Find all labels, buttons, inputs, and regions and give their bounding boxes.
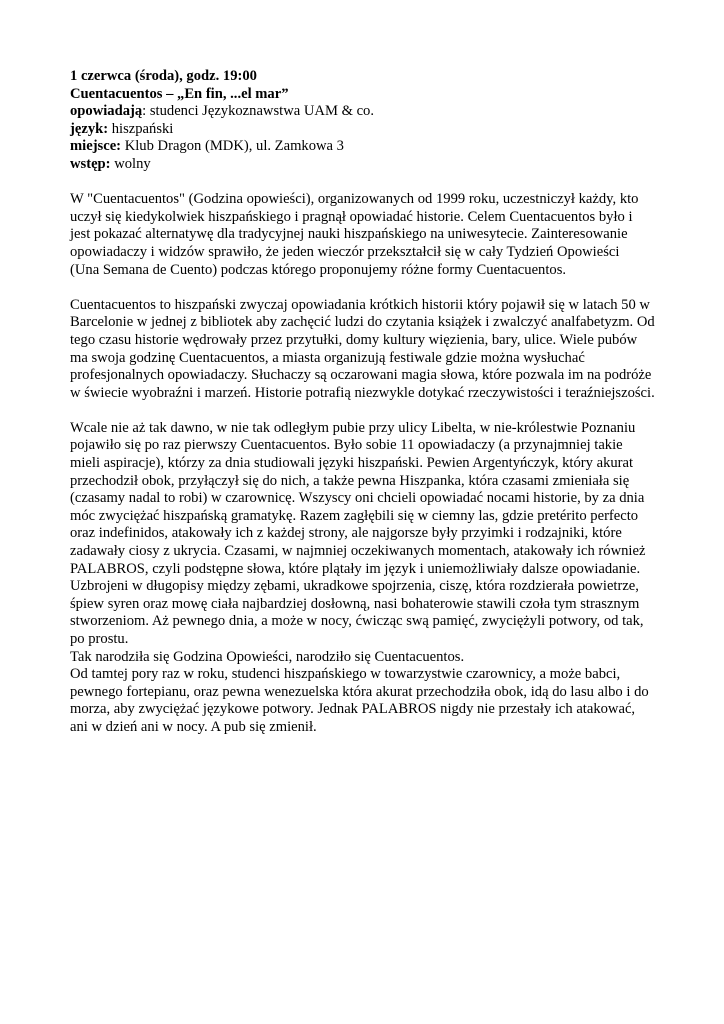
- field-label: opowiadają: [70, 103, 143, 120]
- text-line: ma swoja godzinę Cuentacuentos, a miasta organizują festiwale gdzie można wysłuchać: [70, 349, 585, 366]
- text-line: jest pokazać alternatywę dla tradycyjnej nauki hiszpańskiego na uniwesytecie. Zainteresowanie: [70, 226, 628, 243]
- event-title: Cuentacuentos – „En fin, ...el mar”: [70, 85, 289, 102]
- text-line: opowiadaczy i widzów sprawiło, że jeden wieczór przekształcił się w cały Tydzień Opowieści: [70, 243, 620, 260]
- field-label: miejsce:: [70, 138, 122, 155]
- text-line: móc zwyciężać hiszpańską gramatykę. Razem zagłębili się w ciemny las, gdzie pretérito perfecto: [70, 507, 639, 524]
- event-date: 1 czerwca (środa), godz. 19:00: [70, 68, 257, 84]
- text-line: Barcelonie w jednej z bibliotek aby zachęcić ludzi do czytania książek i zwalczyć analfabetyzm. Od: [70, 314, 655, 331]
- text-line: zadawały ciosy z ukrycia. Czasami, w najmniej oczekiwanych momentach, atakowały ich również: [70, 543, 646, 560]
- field-admission: [70, 156, 660, 174]
- field-label: język:: [70, 120, 109, 137]
- text-line: (Una Semana de Cuento) podczas którego proponujemy różne formy Cuentacuentos.: [70, 261, 567, 278]
- text-line: tego czasu historie wędrowały przez przytułki, domy kultury więzienia, bary, ulice. Wiele pubów: [70, 331, 638, 348]
- text-line: uczył się kiedykolwiek hiszpańskiego i pragnął opowiadać historie. Celem Cuentacuentos było i: [70, 208, 633, 225]
- text-line: profesjonalnych opowiadaczy. Słuchaczy są oczarowani magia słowa, które pozwala im na podróże: [70, 367, 652, 384]
- text-line: Uzbrojeni w długopisy między zębami, ukradkowe spojrzenia, ciszę, która rozdzierała powietrze,: [70, 578, 639, 595]
- field-value: wolny: [114, 155, 151, 172]
- text-line: (czasamy nadal to robi) w czarownicę. Wszyscy oni chcieli opowiadać nocami historie, by za dnia: [70, 490, 645, 507]
- text-line: Od tamtej pory raz w roku, studenci hiszpańskiego w towarzystwie czarownicy, a może babci,: [70, 666, 621, 683]
- paragraph-history: [70, 297, 660, 403]
- text-line: oraz indefinidos, atakowały ich z każdej strony, ale najgorsze były przyimki i rodzajniki, które: [70, 525, 622, 542]
- text-line: pewnego fortepianu, oraz pewna wenezuelska która akurat przechodziła obok, idą do lasu albo i do: [70, 683, 649, 700]
- text-line: pojawiło się po raz pierwszy Cuentacuentos. Było sobie 11 opowiadaczy (a przynajmniej takie: [70, 437, 623, 454]
- text-line: morza, aby zwyciężać językowe potwory. Jednak PALABROS nigdy nie przestały ich atakować,: [70, 701, 636, 718]
- field-narrators: opowiadają: studenci Językoznawstwa UAM & co.: [70, 103, 374, 120]
- field-value: hiszpański: [111, 120, 174, 137]
- document-page: [70, 68, 660, 737]
- field-language: [70, 121, 660, 139]
- paragraph-story: [70, 420, 660, 737]
- text-line: Cuentacuentos to hiszpański zwyczaj opowiadania krótkich historii który pojawił się w latach 50 w: [70, 296, 650, 313]
- field-value: studenci Językoznawstwa UAM & co.: [149, 103, 374, 120]
- text-line: po prostu.: [70, 631, 129, 647]
- event-header: [70, 68, 660, 174]
- text-line: PALABROS, czyli podstępne słowa, które plątały im język i uniemożliwiały dalsze opowiadanie.: [70, 560, 641, 577]
- text-line: Wcale nie aż tak dawno, w nie tak odległym pubie przy ulicy Libelta, w nie-królestwie Poznaniu: [70, 419, 636, 436]
- field-value: Klub Dragon (MDK), ul. Zamkowa 3: [124, 138, 344, 155]
- text-line: mieli aspiracje), którzy za dnia studiowali języki hiszpański. Pewien Argentyńczyk, który akurat: [70, 455, 634, 472]
- text-line: w świecie wyobraźni i marzeń. Historie potrafią niezwykle dotykać rzeczywistości i teraźniejszości.: [70, 384, 655, 401]
- text-line: stworzeniom. Aż pewnego dnia, a może w nocy, ćwicząc swą pamięć, zwyciężyli potwory, od tak,: [70, 613, 644, 630]
- text-line: przechodził obok, przyłączył się do nich, a także pewna Hiszpanka, która czasami zmieniała się: [70, 472, 630, 489]
- text-line: W "Cuentacuentos" (Godzina opowieści), organizowanych od 1999 roku, uczestniczył każdy, kto: [70, 191, 639, 208]
- text-line: Tak narodziła się Godzina Opowieści, narodziło się Cuentacuentos.: [70, 648, 465, 665]
- text-line: śpiew syren oraz mowę ciała najbardziej dosłowną, nasi bohaterowie stawili czoła tym strasznym: [70, 595, 640, 612]
- field-label: wstęp:: [70, 155, 111, 172]
- text-line: ani w dzień ani w nocy. A pub się zmienił.: [70, 718, 317, 735]
- field-venue: [70, 138, 660, 156]
- paragraph-intro: [70, 191, 660, 279]
